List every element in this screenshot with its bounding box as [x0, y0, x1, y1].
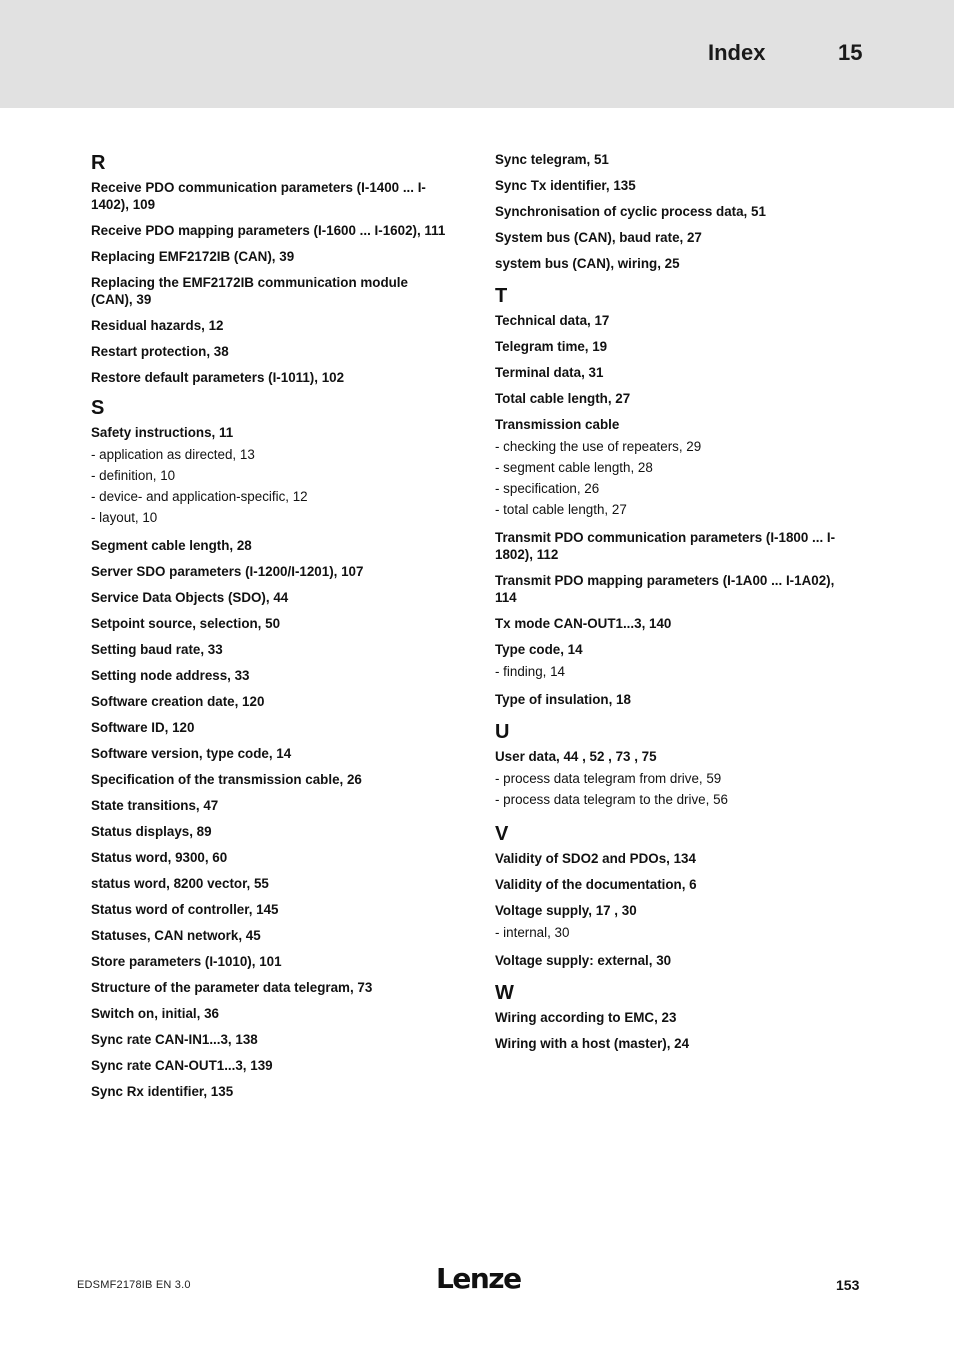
index-entry-text: Transmission cable: [495, 417, 620, 432]
page-number: 153: [836, 1277, 860, 1293]
index-entry: [495, 1009, 855, 1026]
index-entry-text: status word, 8200 vector, 55: [91, 876, 269, 891]
index-subentry: - specification, 26: [495, 481, 600, 496]
index-entry: [91, 563, 451, 580]
index-subentries: [495, 922, 855, 943]
index-entry: [495, 390, 855, 407]
index-entry-text: system bus (CAN), wiring, 25: [495, 256, 680, 271]
index-entry: [495, 151, 855, 168]
index-entry-text: Software version, type code, 14: [91, 746, 292, 761]
index-entry-text: Wiring according to EMC, 23: [495, 1010, 677, 1025]
index-entry-text: Total cable length, 27: [495, 391, 631, 406]
index-entry: [495, 312, 855, 329]
index-entry-text: Residual hazards, 12: [91, 318, 224, 333]
index-entry: [495, 177, 855, 194]
index-entry-text: Specification of the transmission cable, 26: [91, 772, 362, 787]
index-entry: [91, 875, 451, 892]
index-entry-text: Setpoint source, selection, 50: [91, 616, 281, 631]
index-entry: [91, 589, 451, 606]
index-entry-text: Telegram time, 19: [495, 339, 608, 354]
index-entry: [495, 229, 855, 246]
index-entry-text: Technical data, 17: [495, 313, 610, 328]
index-subentry: - process data telegram from drive, 59: [495, 771, 722, 786]
index-entry-text: Store parameters (I-1010), 101: [91, 954, 282, 969]
section-letter: W: [495, 982, 514, 1004]
index-entry: [495, 338, 855, 355]
index-entry-text: Setting node address, 33: [91, 668, 250, 683]
index-entry: [91, 1057, 451, 1074]
index-subentries: [91, 444, 451, 528]
index-entry: [495, 255, 855, 272]
index-entry: [91, 979, 451, 996]
section-letter: U: [495, 721, 510, 743]
index-subentry: - device- and application-specific, 12: [91, 489, 308, 504]
index-entry: [91, 953, 451, 970]
index-entry: [495, 416, 855, 520]
index-section: [495, 822, 855, 969]
index-entry: [91, 745, 451, 762]
index-section: [495, 284, 855, 708]
index-column-right: [495, 151, 855, 1061]
index-entry: [91, 179, 451, 213]
index-entry-text: Terminal data, 31: [495, 365, 604, 380]
index-entry: [91, 222, 451, 239]
index-entry: [495, 572, 855, 606]
index-entry-text: Type code, 14: [495, 642, 583, 657]
index-entry-text: Restore default parameters (I-1011), 102: [91, 370, 345, 385]
index-entry-text: Server SDO parameters (I-1200/I-1201), 107: [91, 564, 364, 579]
index-entry: [91, 797, 451, 814]
index-entry-text: Restart protection, 38: [91, 344, 229, 359]
index-entry-text: Service Data Objects (SDO), 44: [91, 590, 289, 605]
index-entry: [91, 248, 451, 265]
index-entry-text: Type of insulation, 18: [495, 692, 631, 707]
index-entry-text: Status word, 9300, 60: [91, 850, 228, 865]
index-entry: [91, 1083, 451, 1100]
index-section: [495, 720, 855, 810]
index-entry-text: Synchronisation of cyclic process data, 51: [495, 204, 766, 219]
index-entry: [91, 901, 451, 918]
index-entry: [91, 317, 451, 334]
index-entry-text: Software ID, 120: [91, 720, 195, 735]
index-section: [495, 981, 855, 1052]
index-entry: [91, 849, 451, 866]
index-subentry: - process data telegram to the drive, 56: [495, 792, 728, 807]
section-letter: V: [495, 823, 509, 845]
index-entry-text: User data, 44 , 52 , 73 , 75: [495, 749, 657, 764]
index-entry: [91, 719, 451, 736]
index-entry-text: Transmit PDO communication parameters (I-1800 ... I-1802), 112: [495, 530, 836, 562]
index-subentry: - internal, 30: [495, 925, 570, 940]
index-subentries: [495, 661, 855, 682]
index-entry-text: Status word of controller, 145: [91, 902, 279, 917]
index-entry: [91, 693, 451, 710]
chapter-title: Index: [708, 40, 766, 65]
index-section: [91, 396, 451, 1100]
index-entry-text: Voltage supply, 17 , 30: [495, 903, 637, 918]
document-id: EDSMF2178IB EN 3.0: [77, 1279, 191, 1291]
index-entry: [495, 1035, 855, 1052]
index-entry: [91, 667, 451, 684]
index-entry: [91, 823, 451, 840]
index-entry: [495, 529, 855, 563]
index-entry-text: Sync rate CAN-OUT1...3, 139: [91, 1058, 273, 1073]
index-entry-text: Switch on, initial, 36: [91, 1006, 219, 1021]
index-entry: [91, 1005, 451, 1022]
index-entry: [495, 641, 855, 682]
index-entry-text: Receive PDO mapping parameters (I-1600 ... I-1602), 111: [91, 223, 446, 238]
index-entry-text: Sync Rx identifier, 135: [91, 1084, 234, 1099]
index-entry-text: Safety instructions, 11: [91, 425, 234, 440]
lenze-logo: Lenze: [436, 1262, 521, 1295]
index-subentry: - layout, 10: [91, 510, 158, 525]
index-entry-text: Replacing the EMF2172IB communication module (CAN), 39: [91, 275, 408, 307]
index-subentry: - definition, 10: [91, 468, 176, 483]
section-letter: R: [91, 152, 106, 174]
section-letter: S: [91, 397, 105, 419]
index-entry-text: Sync telegram, 51: [495, 152, 609, 167]
index-entry: [91, 1031, 451, 1048]
index-entry: [91, 343, 451, 360]
index-entry-text: Tx mode CAN-OUT1...3, 140: [495, 616, 672, 631]
index-entry-text: State transitions, 47: [91, 798, 219, 813]
index-column-left: [91, 151, 451, 1109]
index-entry: [91, 641, 451, 658]
index-entry-text: Replacing EMF2172IB (CAN), 39: [91, 249, 295, 264]
index-entry: [91, 615, 451, 632]
index-subentry: - application as directed, 13: [91, 447, 255, 462]
index-entry-text: Structure of the parameter data telegram, 73: [91, 980, 373, 995]
index-entry: [495, 748, 855, 810]
index-entry: [91, 274, 451, 308]
index-entry-text: Status displays, 89: [91, 824, 212, 839]
index-entry: [91, 369, 451, 386]
index-subentry: - total cable length, 27: [495, 502, 627, 517]
index-section: [91, 151, 451, 386]
index-entry: [495, 364, 855, 381]
chapter-number: 15: [838, 40, 863, 65]
index-entry-text: System bus (CAN), baud rate, 27: [495, 230, 702, 245]
section-letter: T: [495, 285, 508, 307]
index-entry-text: Validity of the documentation, 6: [495, 877, 697, 892]
index-entry: [91, 771, 451, 788]
index-subentry: - checking the use of repeaters, 29: [495, 439, 702, 454]
index-entry: [91, 927, 451, 944]
index-entry-text: Wiring with a host (master), 24: [495, 1036, 690, 1051]
index-entry-text: Statuses, CAN network, 45: [91, 928, 261, 943]
index-entry-text: Segment cable length, 28: [91, 538, 252, 553]
index-entry-text: Receive PDO communication parameters (I-1400 ... I-1402), 109: [91, 180, 426, 212]
index-entry-text: Sync Tx identifier, 135: [495, 178, 636, 193]
index-entry: [91, 537, 451, 554]
index-entry: [495, 850, 855, 867]
header-band: [0, 0, 954, 108]
index-entry-text: Validity of SDO2 and PDOs, 134: [495, 851, 696, 866]
index-entry: [495, 203, 855, 220]
index-entry: [91, 424, 451, 528]
index-entry: [495, 902, 855, 943]
index-entry-text: Sync rate CAN-IN1...3, 138: [91, 1032, 258, 1047]
index-continued-block: [495, 151, 855, 272]
index-entry: [495, 876, 855, 893]
index-subentry: - segment cable length, 28: [495, 460, 653, 475]
index-subentries: [495, 436, 855, 520]
index-entry-text: Voltage supply: external, 30: [495, 953, 672, 968]
index-entry: [495, 952, 855, 969]
index-entry-text: Transmit PDO mapping parameters (I-1A00 ... I-1A02), 114: [495, 573, 835, 605]
index-entry-text: Setting baud rate, 33: [91, 642, 223, 657]
index-entry: [495, 615, 855, 632]
index-subentries: [495, 768, 855, 810]
index-entry: [495, 691, 855, 708]
index-subentry: - finding, 14: [495, 664, 565, 679]
index-entry-text: Software creation date, 120: [91, 694, 265, 709]
